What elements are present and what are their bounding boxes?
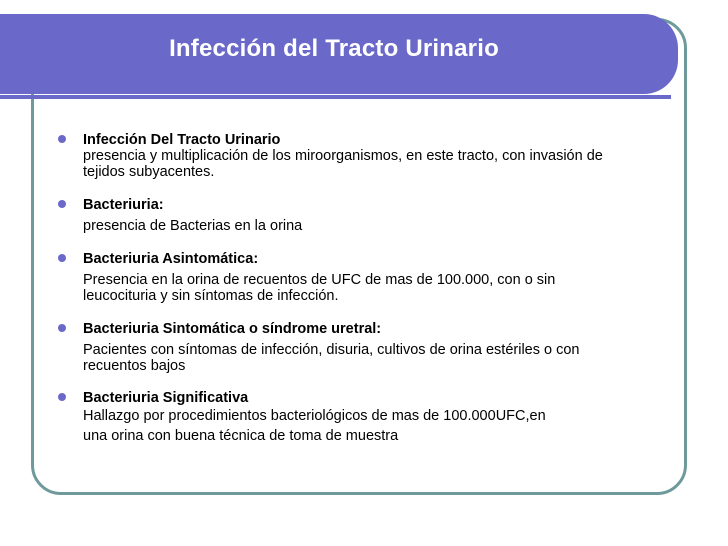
item-description-line: presencia y multiplicación de los miroorganismos, en este tracto, con invasión de: [83, 148, 603, 164]
item-description-line: Pacientes con síntomas de infección, disuria, cultivos de orina estériles o con: [83, 342, 580, 358]
item-heading-suffix: :: [253, 251, 259, 267]
item-heading: Bacteriuria Asintomática: [83, 251, 254, 267]
bullet-icon: [58, 200, 66, 208]
bullet-icon: [58, 135, 66, 143]
item-description-line: tejidos subyacentes.: [83, 164, 215, 180]
item-heading: Bacteriuria Significativa: [83, 390, 249, 406]
bullet-icon: [58, 324, 66, 332]
item-description-line: presencia de Bacterias en la orina: [83, 218, 303, 234]
slide-title: Infección del Tracto Urinario: [169, 35, 499, 62]
title-underline: [0, 95, 671, 99]
item-description-line: recuentos bajos: [83, 358, 186, 374]
bullet-icon: [58, 393, 66, 401]
item-heading: Bacteriuria:: [83, 197, 164, 213]
item-heading: Infección Del Tracto Urinario: [83, 132, 281, 148]
item-description-line: una orina con buena técnica de toma de muestra: [83, 428, 399, 444]
item-description-line: leucocituria y sin síntomas de infección.: [83, 288, 339, 304]
bullet-icon: [58, 254, 66, 262]
item-description-line: Hallazgo por procedimientos bacteriológicos de mas de 100.000UFC,en: [83, 408, 546, 424]
item-description-line: Presencia en la orina de recuentos de UFC de mas de 100.000, con o sin: [83, 272, 556, 288]
item-heading: Bacteriuria Sintomática o síndrome uretral:: [83, 321, 382, 337]
